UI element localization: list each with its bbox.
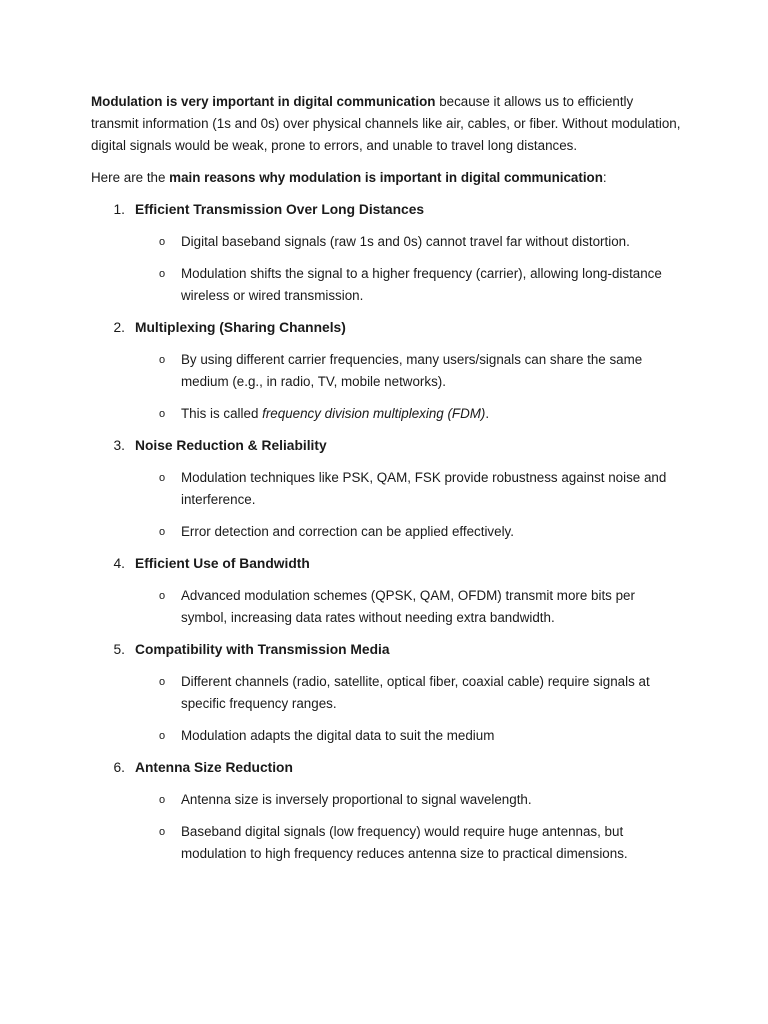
bullet-circle-icon: o [159,794,166,806]
bullet-item [91,263,681,307]
document-page [91,91,681,875]
bullet-circle-icon: o [159,676,166,688]
bullet-circle-icon: o [159,268,166,280]
bullet-text-after: . [485,406,490,421]
reasons-list [91,199,681,865]
section-2 [91,317,681,425]
bullet-text: This is called [181,406,263,421]
bullet-text: Error detection and correction can be applied effectively. [181,524,514,539]
bullet-circle-icon: o [159,408,166,420]
section-4 [91,553,681,629]
bullet-item [91,349,681,393]
bullet-item [91,671,681,715]
section-5 [91,639,681,747]
bullet-circle-icon: o [159,730,166,742]
reasons-bold: main reasons why modulation is important in digital communication [169,170,603,185]
reasons-suffix: : [602,170,607,185]
bullet-text: Modulation shifts the signal to a higher frequency (carrier), allowing long-distance wireless or wired transmission. [181,266,662,303]
section-heading [91,639,681,661]
section-number: 3. [113,438,125,453]
bullet-circle-icon: o [159,590,166,602]
section-6 [91,757,681,865]
section-title: Compatibility with Transmission Media [135,642,390,657]
section-heading [91,553,681,575]
bullet-circle-icon: o [159,472,166,484]
section-heading [91,435,681,457]
bullet-text: Different channels (radio, satellite, optical fiber, coaxial cable) require signals at specific frequency ranges. [181,674,650,711]
bullet-item [91,467,681,511]
section-title: Noise Reduction & Reliability [135,438,327,453]
section-number: 2. [113,320,125,335]
bullet-italic-term: frequency division multiplexing (FDM) [262,406,486,421]
bullet-text: Modulation techniques like PSK, QAM, FSK provide robustness against noise and interference. [181,470,667,507]
bullet-circle-icon: o [159,236,166,248]
reasons-line [91,167,681,189]
section-title: Efficient Transmission Over Long Distances [135,202,425,217]
bullet-text: Digital baseband signals (raw 1s and 0s) cannot travel far without distortion. [181,234,630,249]
section-title: Multiplexing (Sharing Channels) [135,320,346,335]
section-number: 4. [113,556,125,571]
bullet-item [91,403,681,425]
bullet-circle-icon: o [159,526,166,538]
bullet-text: Baseband digital signals (low frequency) would require huge antennas, but modulation to high frequency reduces antenna size to practical dimensions. [181,824,628,861]
bullet-circle-icon: o [159,826,166,838]
section-1 [91,199,681,307]
bullet-item [91,725,681,747]
section-heading [91,757,681,779]
section-heading [91,317,681,339]
intro-paragraph [91,91,681,157]
section-number: 6. [113,760,125,775]
reasons-prefix: Here are the [91,170,170,185]
section-3 [91,435,681,543]
bullet-text: Antenna size is inversely proportional to signal wavelength. [181,792,532,807]
bullet-item [91,585,681,629]
bullet-circle-icon: o [159,354,166,366]
bullet-item [91,231,681,253]
section-number: 1. [113,202,125,217]
section-title: Efficient Use of Bandwidth [135,556,310,571]
section-title: Antenna Size Reduction [135,760,293,775]
bullet-text: Advanced modulation schemes (QPSK, QAM, OFDM) transmit more bits per symbol, increasing data rates without needing extra bandwidth. [181,588,635,625]
bullet-item [91,821,681,865]
intro-bold-lead: Modulation is very important in digital communication [91,94,436,109]
section-heading [91,199,681,221]
intro-rest: because it allows us to efficiently transmit information (1s and 0s) over physical channels like air, cables, or fiber. Without modulation, digital signals would be weak, prone to errors, and unable to travel long distances. [91,94,681,153]
bullet-item [91,521,681,543]
section-number: 5. [113,642,125,657]
bullet-text: Modulation adapts the digital data to suit the medium [181,728,495,743]
bullet-text: By using different carrier frequencies, many users/signals can share the same medium (e.g., in radio, TV, mobile networks). [181,352,643,389]
bullet-item [91,789,681,811]
